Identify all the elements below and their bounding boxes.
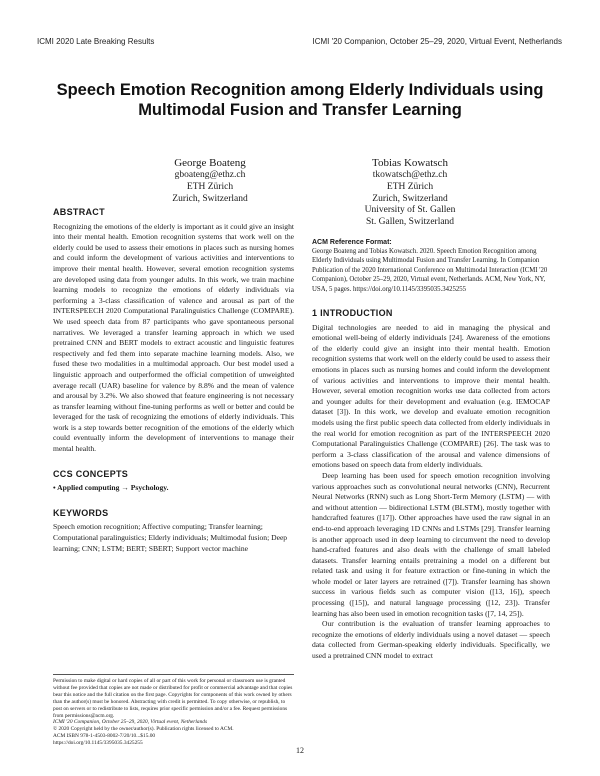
right-column (312, 238, 550, 662)
author-affiliation: ETH Zürich (186, 181, 234, 192)
abstract-heading: ABSTRACT (53, 207, 105, 217)
author-name: George Boateng (174, 157, 246, 169)
intro-paragraph: Our contribution is the evaluation of transfer learning approaches to recognize the emotions of elderly individuals using a novel dataset — speech data collected from German-speaking elderly individuals. Specifically, we used a pretrained CNN model to extract (312, 619, 550, 661)
keywords-text: Speech emotion recognition; Affective computing; Transfer learning; Computational paralinguistics; Elderly individuals; Multimodal fusion; Deep learning; CNN; LSTM; BERT; SBERT; Support vector machine (53, 522, 288, 553)
ccs-text: • Applied computing → Psychology. (53, 483, 169, 493)
left-column (53, 207, 294, 554)
acm-reference-heading: ACM Reference Format: (312, 239, 392, 246)
author-location: St. Gallen, Switzerland (365, 217, 455, 228)
author-location: Zurich, Switzerland (172, 193, 248, 204)
permission-copyright: © 2020 Copyright held by the owner/author(s). Publication rights licensed to ACM. (53, 726, 234, 733)
keywords-heading: KEYWORDS (53, 507, 109, 518)
permission-doi: https://doi.org/10.1145/3395035.3425255 (53, 740, 143, 747)
permission-venue: ICMI '20 Companion, October 25–29, 2020, Virtual event, Netherlands (53, 719, 208, 726)
author-block (100, 156, 320, 205)
author-email: gboateng@ethz.ch (174, 170, 246, 180)
intro-paragraph: Deep learning has been used for speech emotion recognition involving various approaches such as convolutional neural networks (CNN), Recurrent Neural Networks (RNN) such as Long Short-Term Memory (LSTM) — with and without attention — bidirectional LSTM (BLSTM), mostly together with handcrafted features ([17]). Other approaches have used the raw signal in an end-to-end approach leveraging 1D CNNs and LSTMs [29]. Transfer learning is another approach used in deep learning to circumvent the need to develop hand-crafted features and also deals with the challenge of small labeled datasets. Transfer learning entails pretraining a model on a different but related task and using it for feature extraction or fine-tuning in which the whole model or later layers are retrained ([7]). Transfer learning has shown success in various fields such as computer vision ([13, 16]), speech processing ([15]), and natural language processing ([12, 23]). Transfer learning has also been used in emotion recognition tasks ([7, 14, 25]). (312, 470, 550, 618)
author-location: Zurich, Switzerland (372, 193, 448, 204)
running-head-right: ICMI '20 Companion, October 25–29, 2020, Virtual Event, Netherlands (312, 37, 562, 46)
acm-reference-text: George Boateng and Tobias Kowatsch. 2020. Speech Emotion Recognition among Elderly Individuals using Multimodal Fusion and Transfer Learning. In Companion Publication of the 2020 International Conference on Multimodal Interaction (ICMI '20 Companion), October 25–29, 2020, Virtual event, Netherlands. ACM, New York, NY, USA, 5 pages. https://doi.org/10.1145/3395035.3425255 (312, 248, 548, 293)
author-affiliation: ETH Zürich (386, 181, 434, 192)
running-head-left: ICMI 2020 Late Breaking Results (37, 37, 155, 46)
page-number: 12 (296, 746, 304, 755)
permission-block (53, 674, 294, 747)
title-line-1: Speech Emotion Recognition among Elderly Individuals using (56, 81, 544, 99)
intro-paragraph: Digital technologies are needed to aid in managing the physical and emotional well-being of elderly individuals [24]. Awareness of the emotions of the elderly could give an insight into their mental health. Emotion recognition systems that work well on the elderly could be used to assess their emotions in places such as nursing homes and could inform the development of various activities and interventions to improve their mental health. However, several emotion recognition works use data collected from actors and younger adults for their development and evaluation (e.g. IEMOCAP dataset [3]). In this work, we develop and evaluate emotion recognition models using the first public speech data collected from elderly individuals in the real world for emotion recognition as part of the INTERSPEECH 2020 Computational Paralinguistics Challenge (COMPARE) [26]. The task was to perform a 3-class classification of the arousal and valence dimensions of emotions based on speech data from elderly individuals. (312, 322, 550, 470)
paper-title (40, 80, 560, 120)
introduction-heading: 1 INTRODUCTION (312, 308, 393, 319)
title-line-2: Multimodal Fusion and Transfer Learning (138, 101, 462, 119)
author-affiliation: University of St. Gallen (364, 205, 456, 216)
permission-text: Permission to make digital or hard copies of all or part of this work for personal or classroom use is granted without fee provided that copies are not made or distributed for profit or commercial advantage and that copies bear this notice and the full citation on the first page. Copyrights for components of this work owned by others than the author(s) must be honored. Abstracting with credit is permitted. To copy otherwise, or republish, to post on servers or to redistribute to lists, requires prior specific permission and/or a fee. Request permissions from permissions@acm.org. (53, 678, 293, 719)
author-block (300, 156, 520, 229)
permission-isbn: ACM ISBN 978-1-4503-8002-7/20/10...$15.00 (53, 733, 156, 740)
abstract-text: Recognizing the emotions of the elderly is important as it could give an insight into their mental health. Emotion recognition systems that work well on the elderly could be used to assess their emotions in places such as nursing homes and could inform the development of various activities and interventions to improve their mental health. However, several emotion recognition systems are developed using data from younger adults. In this work, we train machine learning models to recognize the emotions of elderly individuals via performing a 3-class classification of valence and arousal as part of the INTERSPEECH 2020 Computational Paralinguistics Challenge (COMPARE). We used speech data from 87 participants who gave spontaneous personal narratives. We leveraged a transfer learning approach in which we used pretrained CNN and BERT models to extract acoustic and linguistic features respectively and fed them into separate machine learning models. Also, we fused these two modalities in a multimodal approach. Our best model used a linguistic approach and outperformed the official competition of unweighted average recall (UAR) baseline for valence by 8.8% and the mean of valence and arousal by 3.2%. We also showed that feature engineering is not necessary as transfer learning without fine-tuning performs as well or better and could be leveraged for the task of recognizing the emotions of elderly individuals. This work is a step towards better recognition of the emotions of the elderly which could eventually inform the development of interventions to manage their mental health. (53, 221, 294, 454)
ccs-heading: CCS CONCEPTS (53, 468, 129, 479)
author-email: tkowatsch@ethz.ch (372, 170, 448, 180)
author-name: Tobias Kowatsch (372, 157, 448, 169)
